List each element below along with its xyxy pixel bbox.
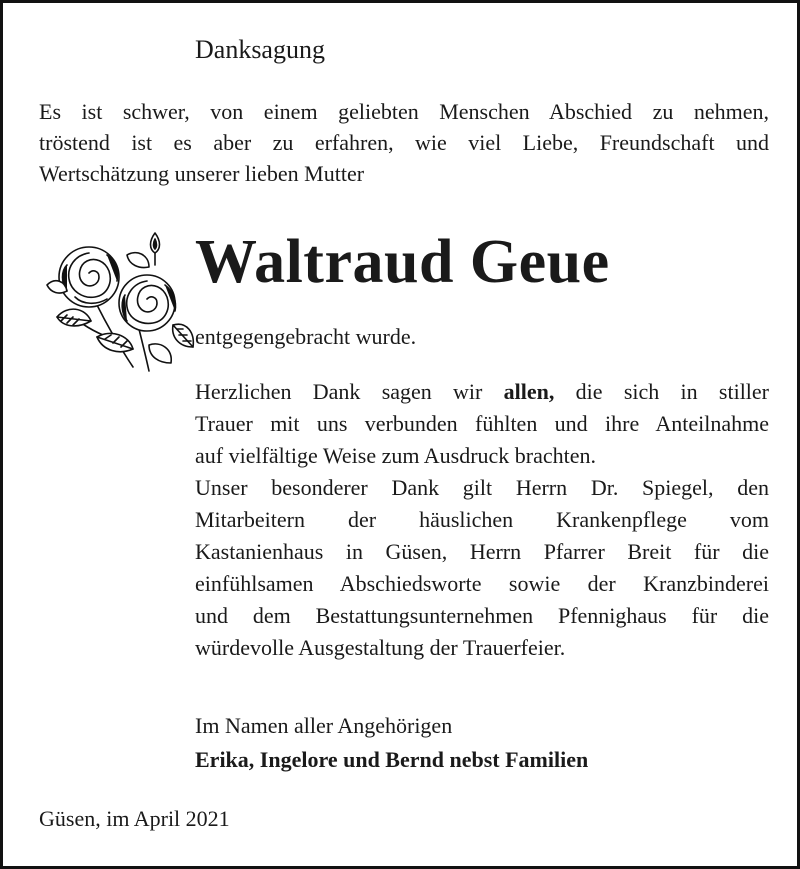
thanks-line: Unser besonderer Dank gilt Herrn Dr. Spiegel, den [195,475,769,500]
intro-paragraph [39,96,769,189]
thanks-line-start: Herzlichen Dank sagen wir [195,379,483,404]
thanks-line: Trauer mit uns verbunden fühlten und ihre Anteilnahme [195,411,769,436]
intro-line: tröstend ist es aber zu erfahren, wie viel Liebe, Freundschaft und [39,130,769,155]
roses-candle-icon [37,225,197,375]
intro-line: Wertschätzung unserer lieben Mutter [39,161,365,186]
thanks-paragraph [195,376,769,664]
notice-title: Danksagung [195,35,325,64]
thanks-line: und dem Bestattungsunternehmen Pfennighaus für die [195,603,769,628]
thanks-line [195,376,769,408]
thanks-line: Kastanienhaus in Güsen, Herrn Pfarrer Breit für die [195,539,769,564]
signature-block [195,709,588,777]
deceased-name: Waltraud Geue [195,228,610,296]
thanks-line-bold: allen, [503,379,555,404]
signature-on-behalf: Im Namen aller Angehörigen [195,713,453,738]
thanks-line: würdevolle Ausgestaltung der Trauerfeier. [195,635,566,660]
signature-names: Erika, Ingelore und Bernd nebst Familien [195,747,589,772]
thanks-line: Mitarbeitern der häuslichen Krankenpflege vom [195,507,769,532]
after-name-text: entgegengebracht wurde. [195,324,417,349]
place-date: Güsen, im April 2021 [39,806,230,831]
thanks-line-end: die sich in stiller [575,379,770,404]
intro-line: Es ist schwer, von einem geliebten Menschen Abschied zu nehmen, [39,99,769,124]
thanks-line: einfühlsamen Abschiedsworte sowie der Kranzbinderei [195,571,769,596]
thanks-line: auf vielfältige Weise zum Ausdruck brachten. [195,443,597,468]
